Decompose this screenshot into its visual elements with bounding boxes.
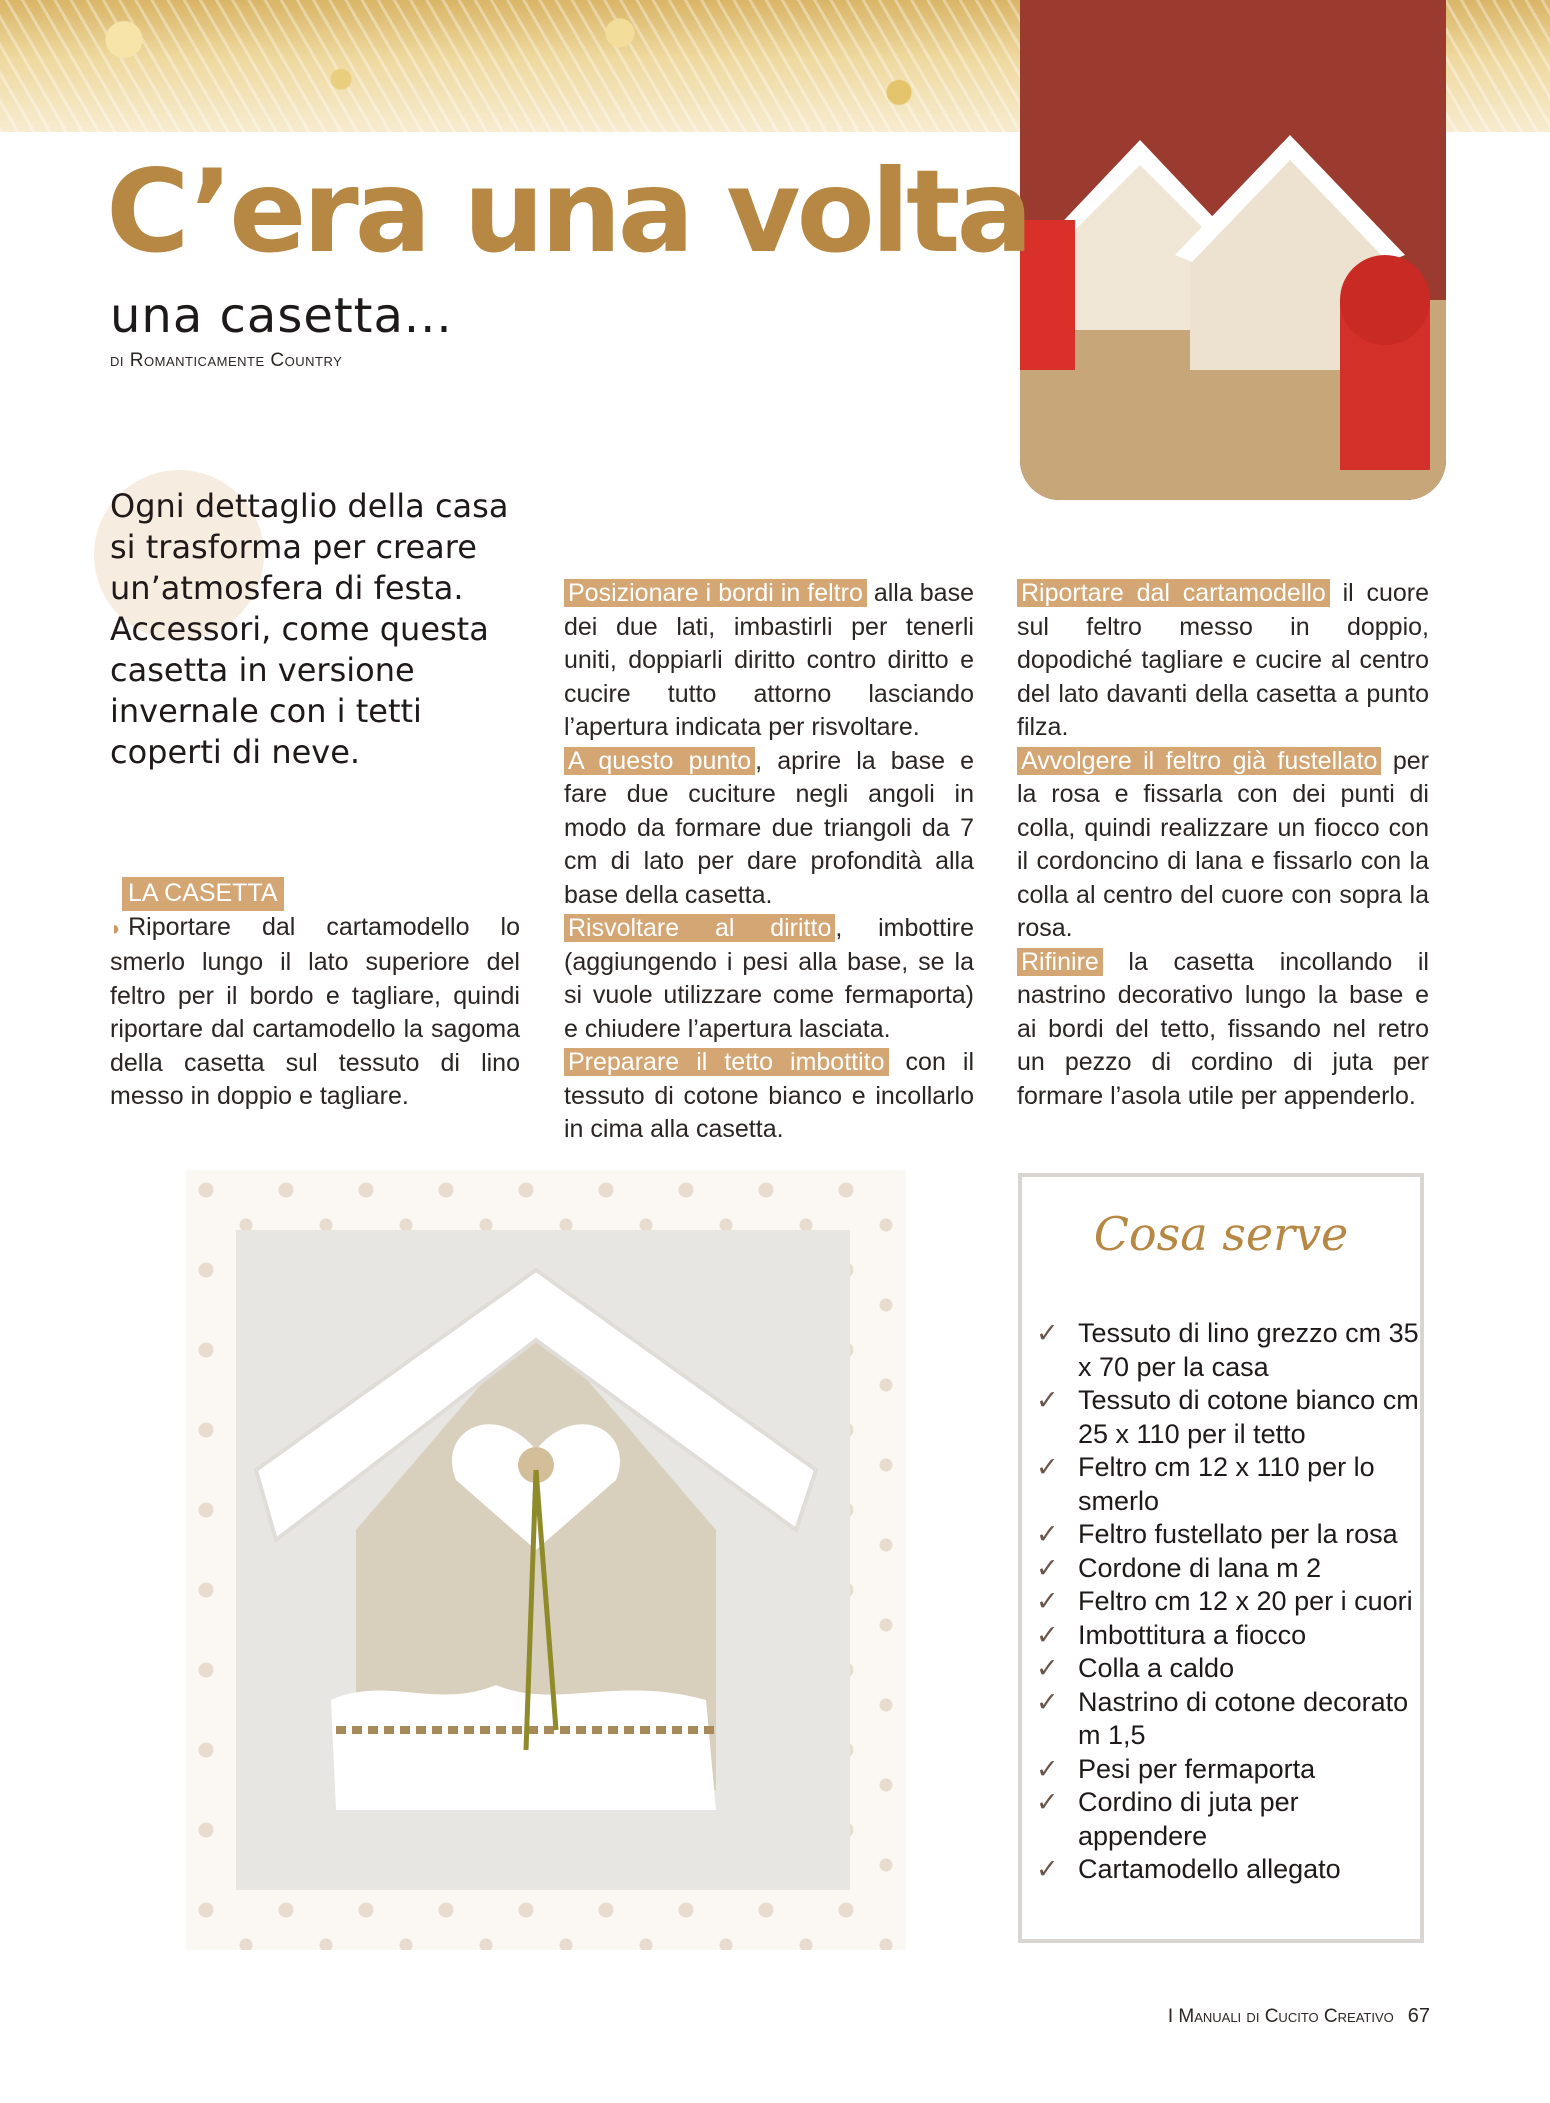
article-subtitle: una casetta...	[110, 288, 453, 344]
highlight: Avvolgere il feltro già fustellato	[1017, 747, 1381, 775]
check-icon: ✓	[1036, 1619, 1059, 1650]
supply-item: ✓ Cordino di juta per appendere	[1036, 1787, 1299, 1851]
supply-item: ✓ Tessuto di lino grezzo cm 35 x 70 per la casa	[1036, 1318, 1419, 1382]
column-1	[110, 877, 520, 1114]
para-text: il cuore sul feltro messo in doppio, dopodiché tagliare e cucire al centro del lato davanti della casetta a punto filza.	[1017, 579, 1429, 741]
para-text: per la rosa e fissarla con dei punti di colla, quindi realizzare un fiocco con il cordoncino di lana e fissarlo con la colla al centro del cuore con sopra la rosa.	[1017, 746, 1429, 942]
check-icon: ✓	[1036, 1653, 1059, 1683]
check-icon: ✓	[1036, 1854, 1059, 1884]
column-2	[564, 577, 974, 1147]
col2-para	[564, 577, 974, 745]
highlight: Preparare il tetto imbottito	[564, 1048, 889, 1076]
section-label: LA CASETTA	[122, 877, 284, 911]
page-footer	[1150, 2005, 1430, 2028]
check-icon: ✓	[1036, 1753, 1059, 1784]
supply-item: ✓ Pesi per fermaporta	[1036, 1753, 1428, 1787]
para-text: la casetta incollando il nastrino decorativo lungo la base e ai bordi del tetto, fissando nel retro un pezzo di cordino di juta per formare l’asola utile per appenderlo.	[1017, 947, 1429, 1110]
article-title: C’era una volta	[106, 145, 1030, 278]
byline: di Romanticamente Country	[110, 350, 343, 371]
col2-para	[564, 745, 974, 913]
intro-paragraph: Ogni dettaglio della casa si trasforma per creare un’atmosfera di festa. Accessori, come questa casetta in versione invernale con i tetti coperti di neve.	[110, 487, 509, 771]
house-photo	[236, 1230, 850, 1890]
supply-item: ✓ Colla a caldo	[1036, 1652, 1428, 1686]
check-icon: ✓	[1036, 1519, 1059, 1549]
col2-para	[564, 1046, 974, 1147]
check-icon: ✓	[1036, 1686, 1059, 1717]
supplies-box	[1018, 1173, 1424, 1943]
supplies-title: Cosa serve	[1093, 1207, 1349, 1261]
page-number: 67	[1407, 2005, 1430, 2027]
col2-para	[564, 912, 974, 1046]
supply-item: ✓ Feltro cm 12 x 110 per lo smerlo	[1036, 1452, 1375, 1516]
col1-text: Riportare dal cartamodello lo smerlo lungo il lato superiore del feltro per il bordo e tagliare, quindi riportare dal cartamodello la sagoma della casetta sul tessuto di lino messo in doppio e tagliare.	[110, 912, 520, 1110]
col3-para	[1017, 577, 1429, 745]
supplies-list	[1036, 1317, 1428, 1887]
supply-item: ✓ Imbottitura a fiocco	[1036, 1619, 1428, 1653]
check-icon: ✓	[1036, 1385, 1059, 1415]
supply-item: ✓ Tessuto di cotone bianco cm 25 x 110 per il tetto	[1036, 1385, 1419, 1449]
check-icon: ✓	[1036, 1552, 1059, 1583]
check-icon: ✓	[1036, 1452, 1059, 1482]
column-3	[1017, 577, 1429, 1113]
check-icon: ✓	[1036, 1586, 1059, 1616]
highlight: Riportare dal cartamodello	[1017, 579, 1330, 607]
highlight: Risvoltare al diritto	[564, 914, 835, 942]
hero-photo	[1020, 0, 1446, 500]
col3-para	[1017, 745, 1429, 946]
supply-item: ✓ Feltro fustellato per la rosa	[1036, 1518, 1428, 1552]
supply-item: ✓ Feltro cm 12 x 20 per i cuori	[1036, 1585, 1428, 1619]
para-text: con il tessuto di cotone bianco e incollarlo in cima alla casetta.	[564, 1048, 974, 1143]
highlight: Posizionare i bordi in feltro	[564, 579, 867, 607]
para-text: , imbottire (aggiungendo i pesi alla base, se la si vuole utilizzare come fermaporta) e chiudere l’apertura lasciata.	[564, 914, 974, 1043]
magazine-name: I Manuali di Cucito Creativo	[1167, 2006, 1394, 2027]
highlight: A questo punto	[564, 747, 755, 775]
para-text: , aprire la base e fare due cuciture negli angoli in modo da formare due triangoli da 7 cm di lato per dare profondità alla base della casetta.	[564, 746, 975, 909]
highlight: Rifinire	[1017, 948, 1103, 976]
bullet-icon: ◗	[110, 917, 123, 940]
supply-item: ✓ Cartamodello allegato	[1036, 1853, 1428, 1887]
check-icon: ✓	[1036, 1787, 1059, 1817]
supply-item: ✓ Nastrino di cotone decorato m 1,5	[1036, 1686, 1409, 1750]
check-icon: ✓	[1036, 1318, 1059, 1348]
col3-para	[1017, 946, 1429, 1114]
para-text: alla base dei due lati, imbastirli per tenerli uniti, doppiarli diritto contro diritto e cucire tutto attorno lasciando l’apertura indicata per risvoltare.	[564, 579, 974, 741]
supply-item: ✓ Cordone di lana m 2	[1036, 1552, 1428, 1586]
